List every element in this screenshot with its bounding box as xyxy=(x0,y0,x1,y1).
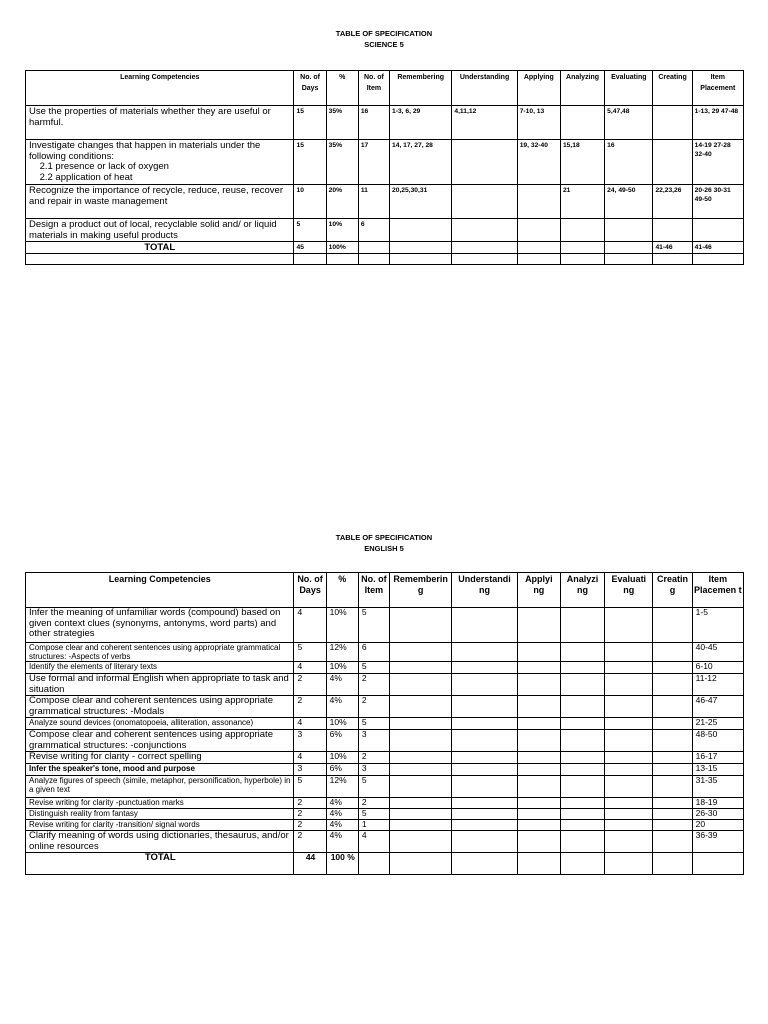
placement-cell: 46-47 xyxy=(692,696,743,718)
applying-cell xyxy=(517,643,560,662)
understanding-cell xyxy=(452,764,517,776)
competency-cell: Infer the speaker's tone, mood and purpose xyxy=(26,764,294,776)
evaluating-cell xyxy=(605,776,653,798)
understanding-cell xyxy=(452,185,517,219)
total-applying xyxy=(517,242,560,254)
header-learning-competencies: Learning Competencies xyxy=(26,573,294,608)
applying-cell xyxy=(517,185,560,219)
items-cell: 1 xyxy=(358,820,389,831)
evaluating-cell xyxy=(605,674,653,696)
understanding-cell: 4,11,12 xyxy=(452,106,517,140)
evaluating-cell xyxy=(605,831,653,853)
applying-cell xyxy=(517,831,560,853)
analyzing-cell xyxy=(560,764,604,776)
creating-cell: 22,23,26 xyxy=(653,185,692,219)
placement-cell: 48-50 xyxy=(692,730,743,752)
days-cell: 3 xyxy=(294,764,326,776)
remembering-cell xyxy=(390,696,452,718)
science-subtitle: SCIENCE 5 xyxy=(364,40,404,49)
items-cell: 2 xyxy=(358,752,389,764)
remembering-cell xyxy=(390,820,452,831)
total-row xyxy=(26,853,744,875)
understanding-cell xyxy=(452,752,517,764)
percent-cell: 4% xyxy=(326,831,358,853)
total-analyzing xyxy=(560,242,604,254)
applying-cell xyxy=(517,820,560,831)
evaluating-cell xyxy=(605,798,653,809)
competency-cell: Design a product out of local, recyclable solid and/ or liquid materials in making useful products xyxy=(26,219,294,242)
creating-cell xyxy=(653,106,692,140)
creating-cell xyxy=(653,764,692,776)
applying-cell xyxy=(517,798,560,809)
analyzing-cell xyxy=(560,643,604,662)
applying-cell xyxy=(517,674,560,696)
items-cell: 2 xyxy=(358,696,389,718)
items-cell: 3 xyxy=(358,730,389,752)
applying-cell xyxy=(517,730,560,752)
competency-cell: Revise writing for clarity -punctuation marks xyxy=(26,798,294,809)
competency-cell: Revise writing for clarity - correct spelling xyxy=(26,752,294,764)
understanding-cell xyxy=(452,696,517,718)
table-row xyxy=(26,662,744,674)
understanding-cell xyxy=(452,776,517,798)
total-remembering xyxy=(390,242,452,254)
placement-cell: 31-35 xyxy=(692,776,743,798)
applying-cell xyxy=(517,662,560,674)
applying-cell xyxy=(517,608,560,643)
total-percent: 100% xyxy=(326,242,358,254)
placement-cell: 20-26 30-31 49-50 xyxy=(692,185,743,219)
header-no-of-item: No. of Item xyxy=(358,573,389,608)
remembering-cell xyxy=(390,730,452,752)
remembering-cell: 14, 17, 27, 28 xyxy=(390,140,452,185)
evaluating-cell: 5,47,48 xyxy=(605,106,653,140)
percent-cell: 10% xyxy=(326,219,358,242)
analyzing-cell xyxy=(560,662,604,674)
percent-cell: 12% xyxy=(326,776,358,798)
header-remembering: Remembering xyxy=(390,71,452,106)
applying-cell xyxy=(517,764,560,776)
creating-cell xyxy=(653,798,692,809)
understanding-cell xyxy=(452,643,517,662)
days-cell: 10 xyxy=(294,185,326,219)
header-creating: Creating xyxy=(653,71,692,106)
table-row xyxy=(26,776,744,798)
table-row xyxy=(26,106,744,140)
header-understanding: Understanding xyxy=(452,71,517,106)
items-cell: 5 xyxy=(358,809,389,820)
remembering-cell xyxy=(390,674,452,696)
percent-cell: 4% xyxy=(326,798,358,809)
placement-cell: 6-10 xyxy=(692,662,743,674)
total-percent: 100 % xyxy=(326,853,358,875)
understanding-cell xyxy=(452,798,517,809)
table-row xyxy=(26,730,744,752)
evaluating-cell xyxy=(605,764,653,776)
understanding-cell xyxy=(452,674,517,696)
table-row xyxy=(26,219,744,242)
evaluating-cell xyxy=(605,608,653,643)
creating-cell xyxy=(653,809,692,820)
days-cell: 5 xyxy=(294,643,326,662)
items-cell: 2 xyxy=(358,798,389,809)
understanding-cell xyxy=(452,140,517,185)
competency-cell: Analyze sound devices (onomatopoeia, alliteration, assonance) xyxy=(26,718,294,730)
percent-cell: 4% xyxy=(326,820,358,831)
total-creating: 41-46 xyxy=(653,242,692,254)
days-cell: 2 xyxy=(294,674,326,696)
evaluating-cell xyxy=(605,643,653,662)
table-row xyxy=(26,140,744,185)
percent-cell: 20% xyxy=(326,185,358,219)
english-title: TABLE OF SPECIFICATION xyxy=(335,533,433,542)
remembering-cell xyxy=(390,776,452,798)
science-spec-table xyxy=(25,70,744,265)
days-cell: 15 xyxy=(294,140,326,185)
total-row xyxy=(26,242,744,254)
analyzing-cell: 15,18 xyxy=(560,140,604,185)
days-cell: 4 xyxy=(294,718,326,730)
competency-cell: Revise writing for clarity -transition/ signal words xyxy=(26,820,294,831)
remembering-cell xyxy=(390,219,452,242)
items-cell: 3 xyxy=(358,764,389,776)
analyzing-cell xyxy=(560,809,604,820)
percent-cell: 10% xyxy=(326,718,358,730)
percent-cell: 6% xyxy=(326,730,358,752)
items-cell: 4 xyxy=(358,831,389,853)
creating-cell xyxy=(653,674,692,696)
creating-cell xyxy=(653,608,692,643)
placement-cell: 26-30 xyxy=(692,809,743,820)
total-days: 44 xyxy=(294,853,326,875)
days-cell: 2 xyxy=(294,696,326,718)
items-cell: 17 xyxy=(358,140,389,185)
english-header-row xyxy=(26,573,744,608)
placement-cell: 20 xyxy=(692,820,743,831)
percent-cell: 35% xyxy=(326,140,358,185)
header-no-of-item: No. of Item xyxy=(358,71,389,106)
days-cell: 2 xyxy=(294,831,326,853)
percent-cell: 10% xyxy=(326,662,358,674)
header-analyzing: Analyzi ng xyxy=(560,573,604,608)
evaluating-cell: 24, 49-50 xyxy=(605,185,653,219)
total-evaluating xyxy=(605,242,653,254)
header-learning-competencies: Learning Competencies xyxy=(26,71,294,106)
percent-cell: 4% xyxy=(326,809,358,820)
items-cell: 6 xyxy=(358,643,389,662)
placement-cell: 13-15 xyxy=(692,764,743,776)
percent-cell: 35% xyxy=(326,106,358,140)
remembering-cell xyxy=(390,809,452,820)
table-row xyxy=(26,752,744,764)
percent-cell: 12% xyxy=(326,643,358,662)
days-cell: 4 xyxy=(294,662,326,674)
header-remembering: Rememberin g xyxy=(390,573,452,608)
applying-cell: 19, 32-40 xyxy=(517,140,560,185)
table-row xyxy=(26,185,744,219)
competency-cell: Compose clear and coherent sentences using appropriate grammatical structures: -Modals xyxy=(26,696,294,718)
competency-cell: Infer the meaning of unfamiliar words (compound) based on given context clues (synonyms, antonyms, word parts) and other strategies xyxy=(26,608,294,643)
creating-cell xyxy=(653,776,692,798)
creating-cell xyxy=(653,662,692,674)
evaluating-cell xyxy=(605,662,653,674)
analyzing-cell xyxy=(560,730,604,752)
evaluating-cell xyxy=(605,730,653,752)
competency-cell: Analyze figures of speech (simile, metaphor, personification, hyperbole) in a given text xyxy=(26,776,294,798)
competency-cell: Identify the elements of literary texts xyxy=(26,662,294,674)
remembering-cell xyxy=(390,643,452,662)
items-cell: 5 xyxy=(358,718,389,730)
remembering-cell xyxy=(390,718,452,730)
days-cell: 5 xyxy=(294,776,326,798)
creating-cell xyxy=(653,730,692,752)
understanding-cell xyxy=(452,718,517,730)
understanding-cell xyxy=(452,662,517,674)
total-understanding xyxy=(452,242,517,254)
applying-cell: 7-10, 13 xyxy=(517,106,560,140)
evaluating-cell xyxy=(605,718,653,730)
analyzing-cell xyxy=(560,831,604,853)
placement-cell: 40-45 xyxy=(692,643,743,662)
creating-cell xyxy=(653,752,692,764)
remembering-cell xyxy=(390,831,452,853)
analyzing-cell xyxy=(560,696,604,718)
analyzing-cell xyxy=(560,219,604,242)
percent-cell: 6% xyxy=(326,764,358,776)
header-percent: % xyxy=(326,573,358,608)
remembering-cell: 20,25,30,31 xyxy=(390,185,452,219)
table-row xyxy=(26,643,744,662)
evaluating-cell xyxy=(605,219,653,242)
evaluating-cell xyxy=(605,809,653,820)
competency-cell: Investigate changes that happen in materials under the following conditions: 2.1 presence or lack of oxygen 2.2 application of heat xyxy=(26,140,294,185)
analyzing-cell xyxy=(560,674,604,696)
items-cell: 2 xyxy=(358,674,389,696)
table-row xyxy=(26,764,744,776)
items-cell: 5 xyxy=(358,662,389,674)
creating-cell xyxy=(653,643,692,662)
applying-cell xyxy=(517,809,560,820)
understanding-cell xyxy=(452,820,517,831)
percent-cell: 4% xyxy=(326,696,358,718)
placement-cell: 21-25 xyxy=(692,718,743,730)
competency-cell: Recognize the importance of recycle, reduce, reuse, recover and repair in waste management xyxy=(26,185,294,219)
creating-cell xyxy=(653,820,692,831)
percent-cell: 10% xyxy=(326,752,358,764)
evaluating-cell xyxy=(605,820,653,831)
table-row xyxy=(26,696,744,718)
items-cell: 11 xyxy=(358,185,389,219)
table-row xyxy=(26,608,744,643)
header-analyzing: Analyzing xyxy=(560,71,604,106)
placement-cell: 18-19 xyxy=(692,798,743,809)
competency-cell: Compose clear and coherent sentences using appropriate grammatical structures: -Aspects of verbs xyxy=(26,643,294,662)
remembering-cell xyxy=(390,752,452,764)
creating-cell xyxy=(653,219,692,242)
understanding-cell xyxy=(452,831,517,853)
header-no-of-days: No. of Days xyxy=(294,573,326,608)
remembering-cell xyxy=(390,798,452,809)
items-cell: 16 xyxy=(358,106,389,140)
days-cell: 4 xyxy=(294,752,326,764)
days-cell: 2 xyxy=(294,820,326,831)
header-evaluating: Evaluating xyxy=(605,71,653,106)
header-applying: Applyi ng xyxy=(517,573,560,608)
english-spec-table xyxy=(25,572,744,875)
competency-cell: Distinguish reality from fantasy xyxy=(26,809,294,820)
table-row xyxy=(26,718,744,730)
items-cell: 5 xyxy=(358,608,389,643)
understanding-cell xyxy=(452,608,517,643)
applying-cell xyxy=(517,696,560,718)
analyzing-cell xyxy=(560,776,604,798)
evaluating-cell: 16 xyxy=(605,140,653,185)
remembering-cell xyxy=(390,608,452,643)
remembering-cell xyxy=(390,662,452,674)
total-days: 45 xyxy=(294,242,326,254)
analyzing-cell xyxy=(560,820,604,831)
competency-cell: Clarify meaning of words using dictionaries, thesaurus, and/or online resources xyxy=(26,831,294,853)
remembering-cell: 1-3, 6, 29 xyxy=(390,106,452,140)
table-row xyxy=(26,674,744,696)
placement-cell: 14-19 27-28 32-40 xyxy=(692,140,743,185)
total-label: TOTAL xyxy=(26,242,294,254)
placement-cell: 16-17 xyxy=(692,752,743,764)
understanding-cell xyxy=(452,219,517,242)
days-cell: 5 xyxy=(294,219,326,242)
science-title: TABLE OF SPECIFICATION xyxy=(335,29,433,38)
placement-cell: 1-5 xyxy=(692,608,743,643)
items-cell: 5 xyxy=(358,776,389,798)
table-row xyxy=(26,798,744,809)
days-cell: 2 xyxy=(294,809,326,820)
competency-cell: Use formal and informal English when appropriate to task and situation xyxy=(26,674,294,696)
percent-cell: 4% xyxy=(326,674,358,696)
evaluating-cell xyxy=(605,752,653,764)
days-cell: 4 xyxy=(294,608,326,643)
understanding-cell xyxy=(452,809,517,820)
applying-cell xyxy=(517,718,560,730)
total-label: TOTAL xyxy=(26,853,294,875)
items-cell: 6 xyxy=(358,219,389,242)
days-cell: 3 xyxy=(294,730,326,752)
placement-cell: 1-13, 29 47-48 xyxy=(692,106,743,140)
header-understanding: Understandi ng xyxy=(452,573,517,608)
header-applying: Applying xyxy=(517,71,560,106)
header-item-placement: Item Placemen t xyxy=(692,573,743,608)
applying-cell xyxy=(517,219,560,242)
days-cell: 2 xyxy=(294,798,326,809)
creating-cell xyxy=(653,831,692,853)
table-row xyxy=(26,820,744,831)
competency-cell: Compose clear and coherent sentences using appropriate grammatical structures: -conjunctions xyxy=(26,730,294,752)
creating-cell xyxy=(653,696,692,718)
competency-cell: Use the properties of materials whether they are useful or harmful. xyxy=(26,106,294,140)
analyzing-cell xyxy=(560,608,604,643)
header-percent: % xyxy=(326,71,358,106)
total-placement: 41-46 xyxy=(692,242,743,254)
placement-cell: 11-12 xyxy=(692,674,743,696)
header-item-placement: Item Placement xyxy=(692,71,743,106)
table-row xyxy=(26,809,744,820)
creating-cell xyxy=(653,718,692,730)
understanding-cell xyxy=(452,730,517,752)
days-cell: 15 xyxy=(294,106,326,140)
analyzing-cell xyxy=(560,752,604,764)
header-evaluating: Evaluati ng xyxy=(605,573,653,608)
creating-cell xyxy=(653,140,692,185)
header-no-of-days: No. of Days xyxy=(294,71,326,106)
english-subtitle: ENGLISH 5 xyxy=(364,544,404,553)
placement-cell xyxy=(692,219,743,242)
applying-cell xyxy=(517,752,560,764)
science-header-row xyxy=(26,71,744,106)
analyzing-cell xyxy=(560,798,604,809)
applying-cell xyxy=(517,776,560,798)
empty-row xyxy=(26,254,744,265)
total-items xyxy=(358,242,389,254)
header-creating: Creatin g xyxy=(653,573,692,608)
analyzing-cell: 21 xyxy=(560,185,604,219)
remembering-cell xyxy=(390,764,452,776)
evaluating-cell xyxy=(605,696,653,718)
analyzing-cell xyxy=(560,718,604,730)
placement-cell: 36-39 xyxy=(692,831,743,853)
table-row xyxy=(26,831,744,853)
analyzing-cell xyxy=(560,106,604,140)
percent-cell: 10% xyxy=(326,608,358,643)
